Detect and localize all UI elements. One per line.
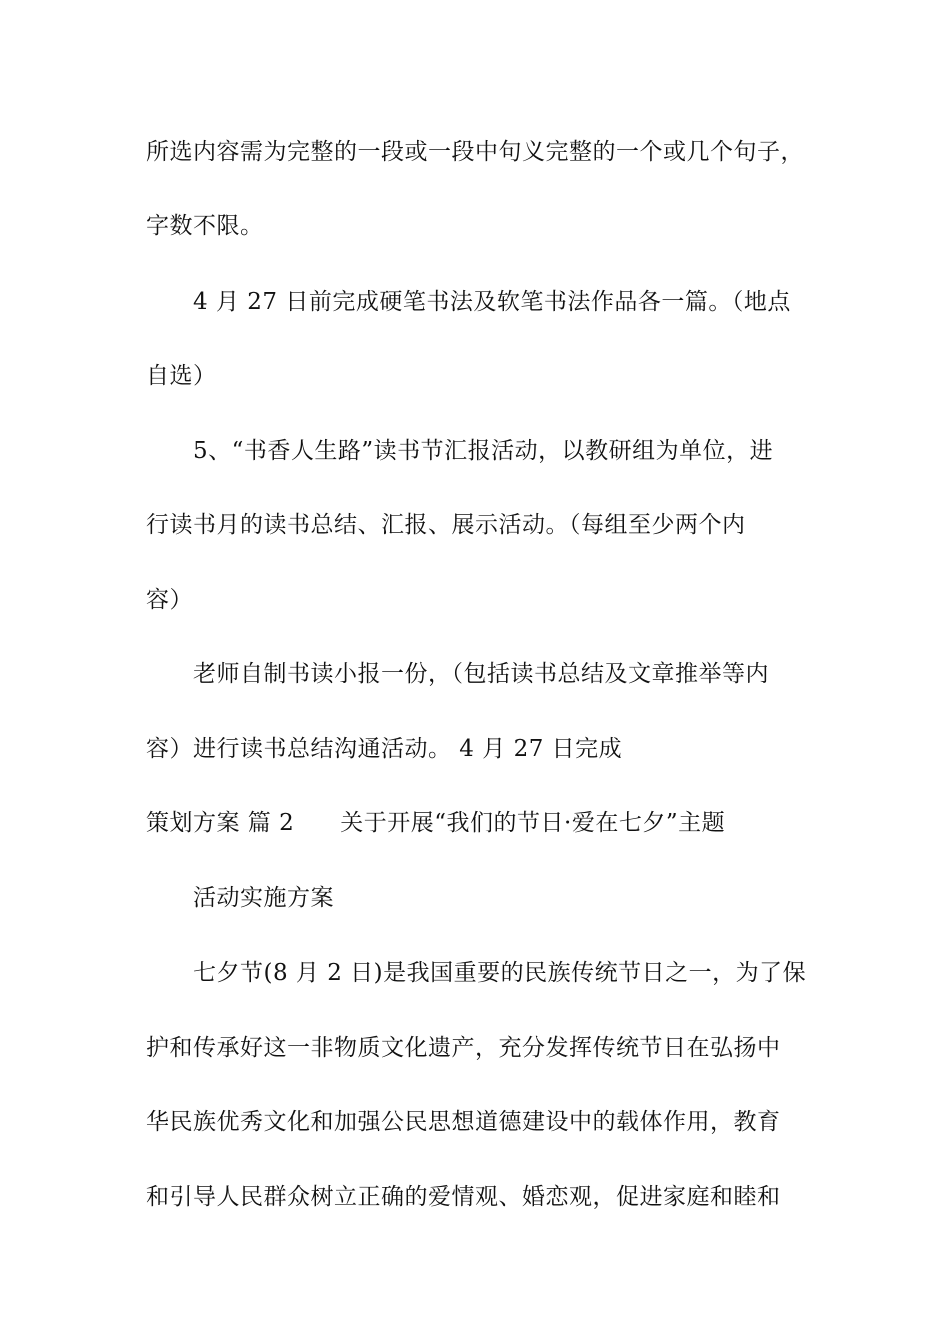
paragraph-line: 七夕节(8 月 2 日)是我国重要的民族传统节日之一，为了保: [193, 960, 807, 986]
paragraph-line: 容）进行读书总结沟通活动。 4 月 27 日完成: [146, 736, 623, 762]
paragraph-line: 华民族优秀文化和加强公民思想道德建设中的载体作用，教育: [146, 1109, 781, 1135]
paragraph-line: 容）: [146, 587, 193, 613]
paragraph-line: 所选内容需为完整的一段或一段中句义完整的一个或几个句子，: [146, 139, 804, 165]
paragraph-line: 护和传承好这一非物质文化遗产，充分发挥传统节日在弘扬中: [146, 1035, 781, 1061]
paragraph-line: 老师自制书读小报一份，（包括读书总结及文章推举等内: [193, 661, 769, 687]
heading-part-2: 关于开展“我们的节日·爱在七夕”主题: [340, 810, 726, 836]
section-heading: [146, 808, 725, 838]
paragraph-line: 活动实施方案: [193, 885, 334, 911]
paragraph-line: 4 月 27 日前完成硬笔书法及软笔书法作品各一篇。（地点: [193, 289, 791, 315]
paragraph-line: 行读书月的读书总结、汇报、展示活动。（每组至少两个内: [146, 512, 746, 538]
paragraph-line: 自选）: [146, 363, 217, 389]
heading-part-1: 策划方案 篇 2: [146, 810, 295, 836]
paragraph-line: 5、“书香人生路”读书节汇报活动，以教研组为单位，进: [193, 438, 774, 464]
paragraph-line: 字数不限。: [146, 213, 264, 239]
paragraph-line: 和引导人民群众树立正确的爱情观、婚恋观，促进家庭和睦和: [146, 1184, 781, 1210]
